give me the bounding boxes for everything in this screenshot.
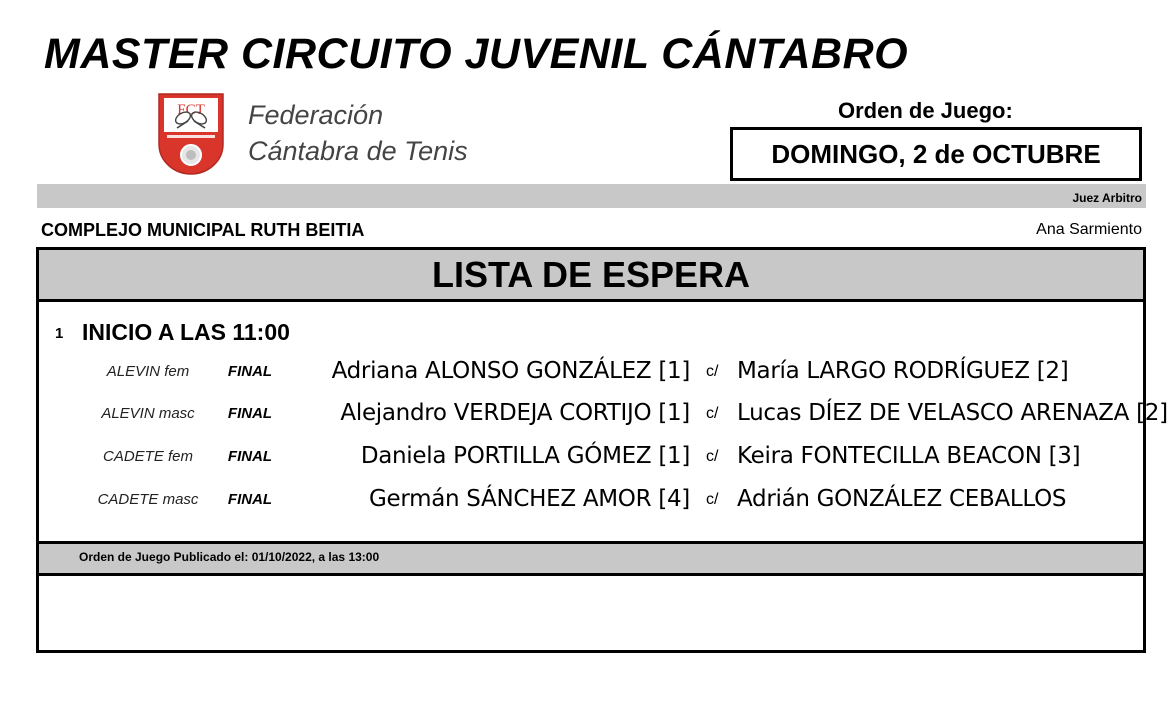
- match-category: ALEVIN masc: [101, 405, 195, 422]
- match-row: [39, 353, 1143, 393]
- player-two: María LARGO RODRÍGUEZ [2]: [737, 358, 1069, 384]
- match-round: FINAL: [227, 405, 273, 422]
- block-start-time: INICIO A LAS 11:00: [82, 319, 290, 345]
- svg-text:FCT: FCT: [177, 102, 205, 118]
- match-round: FINAL: [227, 363, 273, 380]
- publication-band: [39, 541, 1143, 576]
- play-date: DOMINGO, 2 de OCTUBRE: [771, 138, 1101, 169]
- player-two: Keira FONTECILLA BEACON [3]: [737, 443, 1081, 469]
- versus-label: c/: [706, 448, 719, 465]
- match-round: FINAL: [227, 491, 273, 508]
- order-of-play-label: Orden de Juego:: [838, 98, 1013, 123]
- player-one: Adriana ALONSO GONZÁLEZ [1]: [331, 358, 690, 384]
- match-category: CADETE fem: [102, 448, 193, 465]
- match-row: [39, 481, 1143, 521]
- date-box: [730, 127, 1142, 181]
- venue-name: COMPLEJO MUNICIPAL RUTH BEITIA: [41, 220, 365, 240]
- match-category: ALEVIN fem: [106, 363, 190, 380]
- federation-name-line1: Federación: [248, 100, 384, 130]
- versus-label: c/: [706, 405, 719, 422]
- player-one: Alejandro VERDEJA CORTIJO [1]: [340, 400, 690, 426]
- referee-name: Ana Sarmiento: [1036, 221, 1142, 238]
- player-one: Germán SÁNCHEZ AMOR [4]: [369, 486, 690, 512]
- player-two: Adrián GONZÁLEZ CEBALLOS: [737, 486, 1067, 512]
- block-number: 1: [55, 325, 64, 342]
- header-divider-band: [37, 184, 1146, 208]
- federation-shield-icon: [157, 92, 225, 176]
- section-title: LISTA DE ESPERA: [431, 253, 751, 295]
- versus-label: c/: [706, 491, 719, 508]
- section-banner: [39, 250, 1143, 302]
- schedule-box: [36, 247, 1168, 653]
- player-two: Lucas DÍEZ DE VELASCO ARENAZA [2]: [737, 400, 1168, 426]
- federation-logo: [157, 92, 225, 176]
- federation-name-line2: Cántabra de Tenis: [248, 136, 468, 166]
- match-round: FINAL: [227, 448, 273, 465]
- match-row: [39, 438, 1143, 478]
- match-category: CADETE masc: [97, 491, 199, 508]
- document-title: MASTER CIRCUITO JUVENIL CÁNTABRO: [44, 30, 909, 78]
- player-one: Daniela PORTILLA GÓMEZ [1]: [360, 443, 690, 469]
- referee-label: Juez Arbitro: [1072, 191, 1142, 205]
- match-row: [39, 395, 1168, 435]
- publication-note: Orden de Juego Publicado el: 01/10/2022, a las 13:00: [79, 550, 380, 564]
- versus-label: c/: [706, 363, 719, 380]
